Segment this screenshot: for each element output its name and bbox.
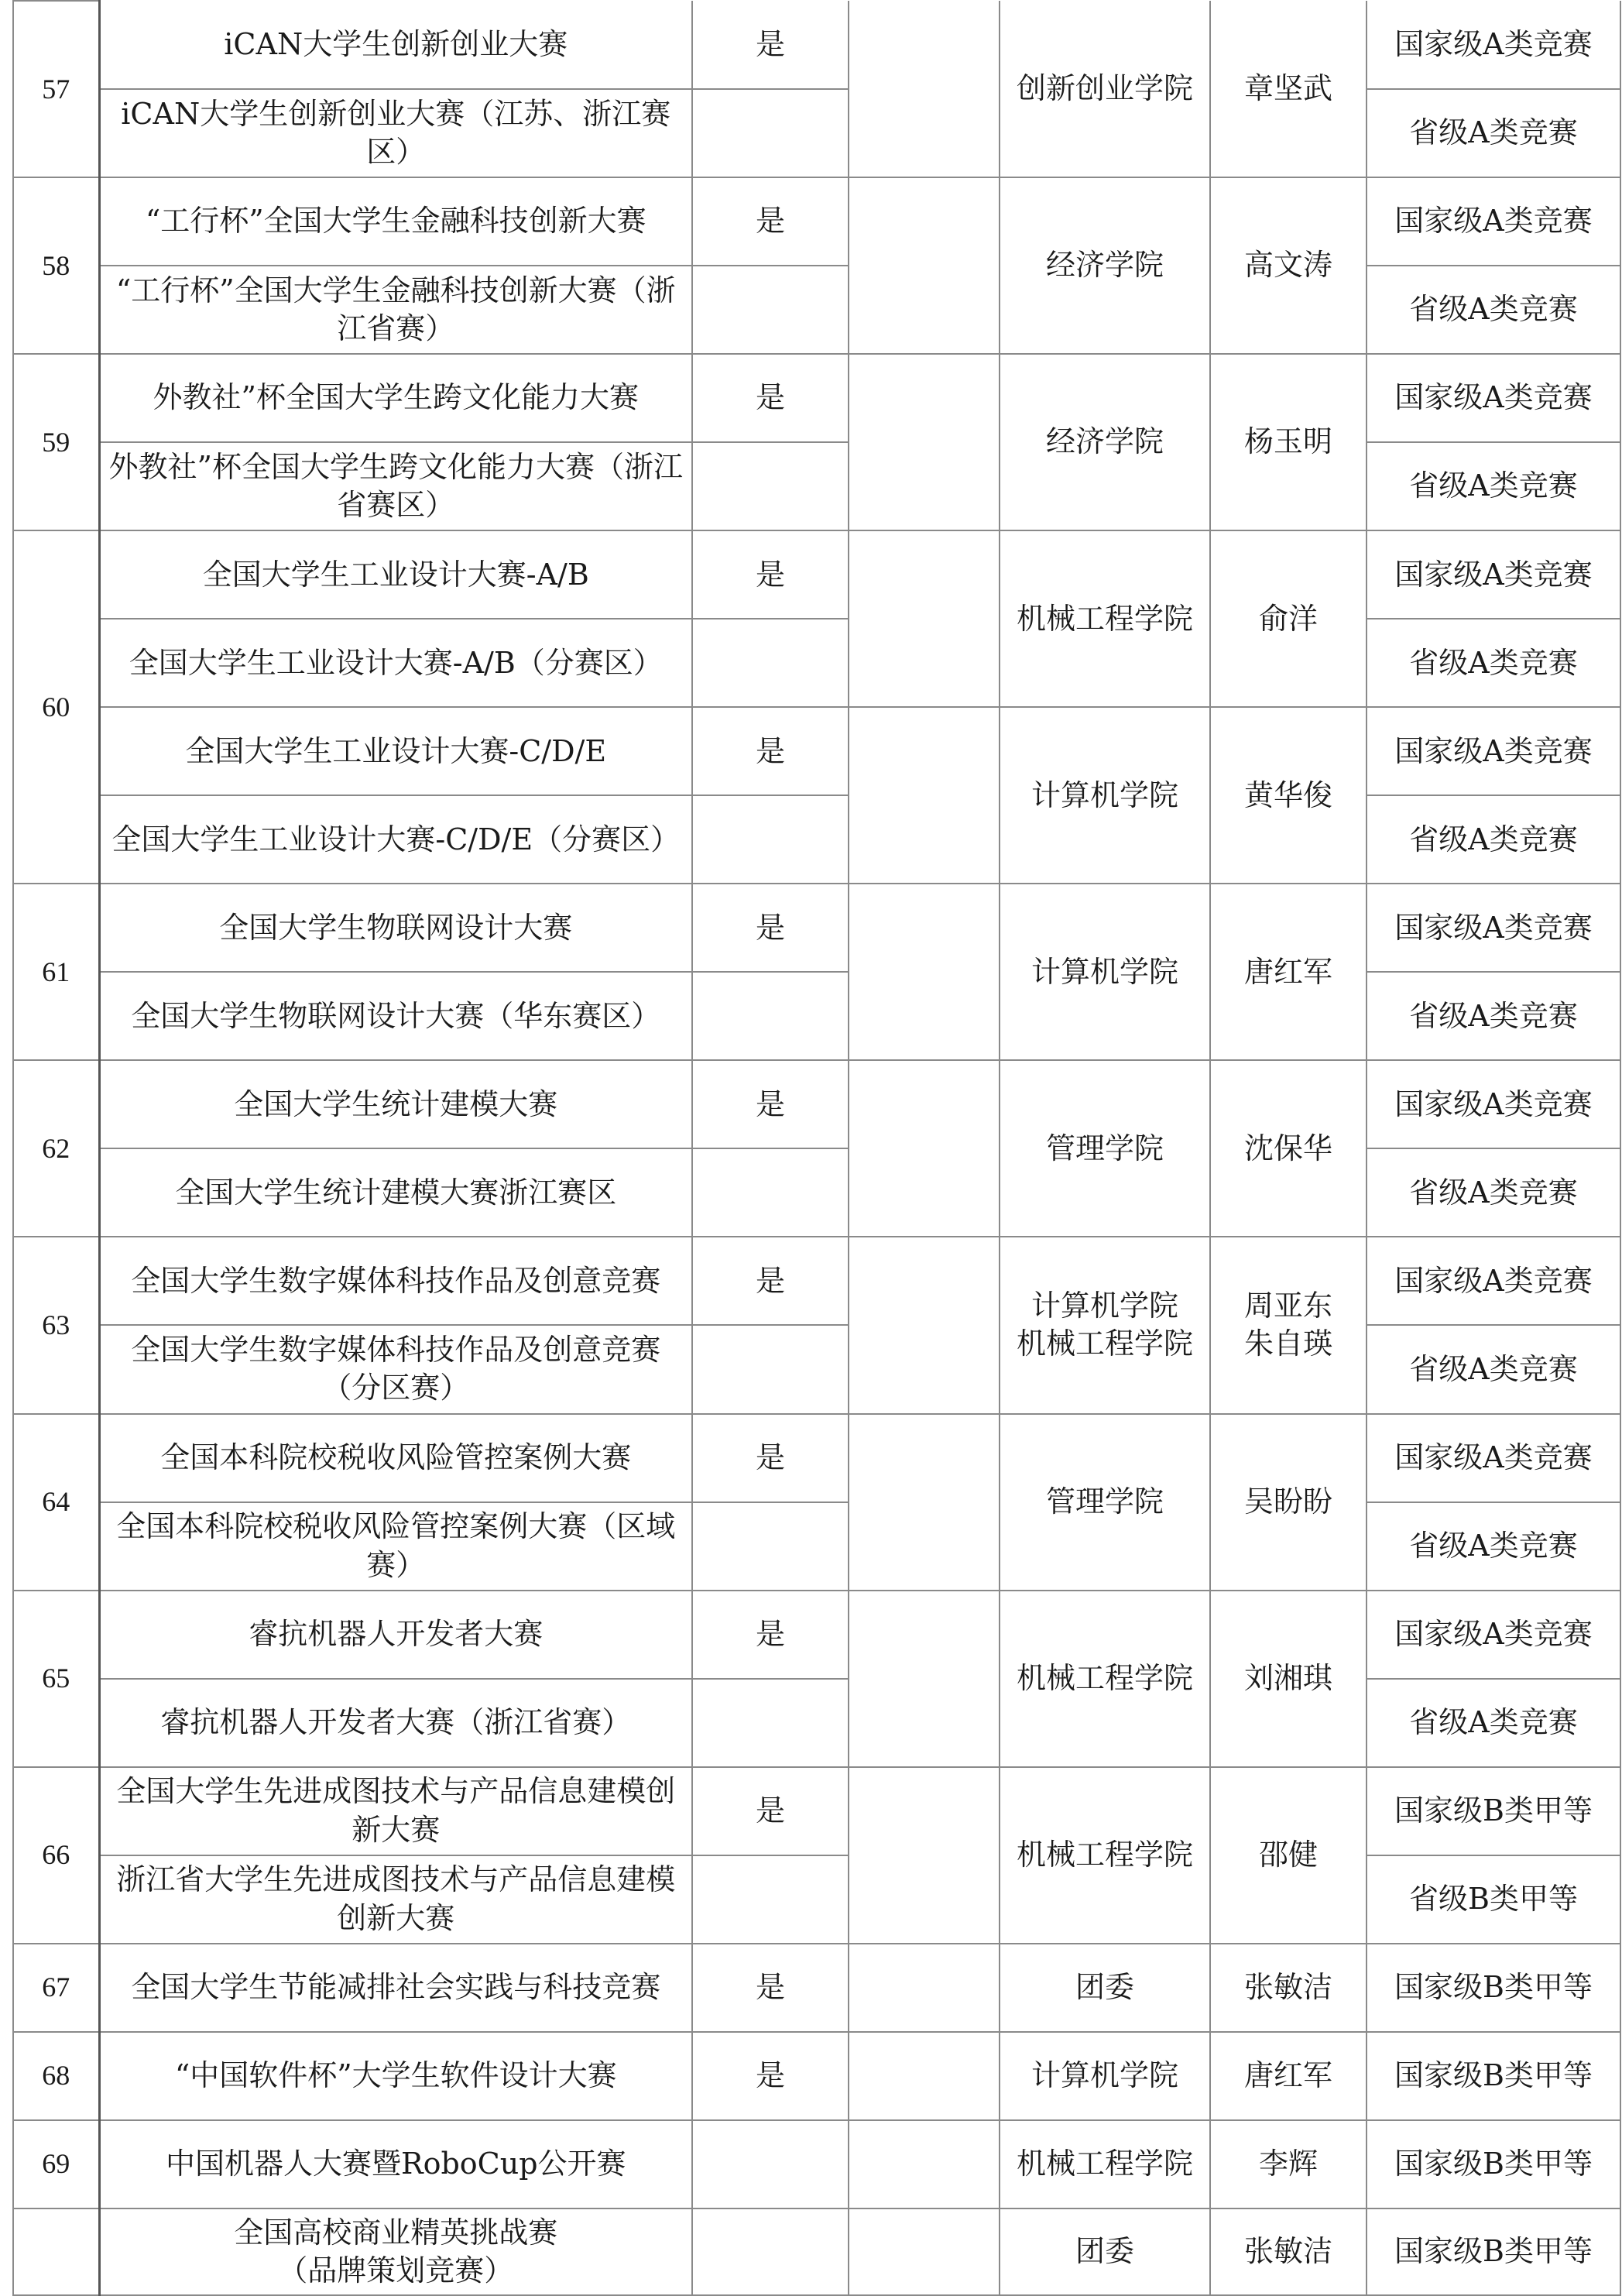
department: 经济学院 bbox=[1000, 177, 1210, 354]
spacer-cell bbox=[849, 177, 1000, 354]
flag-cell: 是 bbox=[692, 707, 849, 795]
table-row bbox=[13, 707, 1620, 795]
level-national: 国家级B类甲等 bbox=[1367, 1767, 1620, 1855]
level-national: 国家级B类甲等 bbox=[1367, 2032, 1620, 2120]
lead-person-line: 周亚东 bbox=[1243, 1289, 1332, 1323]
lead-person: 高文涛 bbox=[1210, 177, 1367, 354]
spacer-cell bbox=[849, 707, 1000, 884]
level-national: 国家级A类竞赛 bbox=[1367, 707, 1620, 795]
flag-cell bbox=[692, 89, 849, 177]
department: 经济学院 bbox=[1000, 354, 1210, 530]
flag-cell bbox=[692, 1679, 849, 1767]
competition-name: 全国大学生统计建模大赛 bbox=[99, 1060, 692, 1148]
row-number: 67 bbox=[13, 1944, 99, 2032]
table-row bbox=[13, 619, 1620, 707]
lead-person bbox=[1210, 1237, 1367, 1413]
competition-name-provincial: iCAN大学生创新创业大赛（江苏、浙江赛区） bbox=[99, 89, 692, 177]
table-row bbox=[13, 2208, 1620, 2295]
table-row bbox=[13, 354, 1620, 442]
competition-name: “工行杯”全国大学生金融科技创新大赛 bbox=[99, 177, 692, 266]
row-number: 68 bbox=[13, 2032, 99, 2120]
level-national: 国家级A类竞赛 bbox=[1367, 354, 1620, 442]
spacer-cell bbox=[849, 1591, 1000, 1767]
spacer-cell bbox=[849, 2208, 1000, 2295]
department: 机械工程学院 bbox=[1000, 2120, 1210, 2208]
level-national: 国家级A类竞赛 bbox=[1367, 530, 1620, 619]
competition-name: 全国大学生物联网设计大赛 bbox=[99, 884, 692, 972]
competition-name-provincial: 全国大学生工业设计大赛-A/B（分赛区） bbox=[99, 619, 692, 707]
spacer-cell bbox=[849, 354, 1000, 530]
flag-cell bbox=[692, 1148, 849, 1237]
spacer-cell bbox=[849, 1, 1000, 177]
row-number: 59 bbox=[13, 354, 99, 530]
level-national: 国家级A类竞赛 bbox=[1367, 1591, 1620, 1679]
flag-cell bbox=[692, 1502, 849, 1591]
level-provincial: 省级A类竞赛 bbox=[1367, 1679, 1620, 1767]
lead-person: 李辉 bbox=[1210, 2120, 1367, 2208]
row-number: 63 bbox=[13, 1237, 99, 1413]
department: 计算机学院 bbox=[1000, 2032, 1210, 2120]
lead-person: 唐红军 bbox=[1210, 2032, 1367, 2120]
level-provincial: 省级A类竞赛 bbox=[1367, 442, 1620, 530]
spacer-cell bbox=[849, 2032, 1000, 2120]
spacer-cell bbox=[849, 530, 1000, 707]
department-line: 机械工程学院 bbox=[1016, 1326, 1193, 1361]
table-row bbox=[13, 884, 1620, 972]
table-row bbox=[13, 1148, 1620, 1237]
level-national: 国家级A类竞赛 bbox=[1367, 1414, 1620, 1502]
flag-cell bbox=[692, 2208, 849, 2295]
level-provincial: 省级A类竞赛 bbox=[1367, 266, 1620, 354]
flag-cell bbox=[692, 1325, 849, 1413]
competition-name-provincial: 全国大学生工业设计大赛-C/D/E（分赛区） bbox=[99, 795, 692, 884]
row-number bbox=[13, 2208, 99, 2295]
table-row bbox=[13, 89, 1620, 177]
level-provincial: 省级A类竞赛 bbox=[1367, 1148, 1620, 1237]
flag-cell bbox=[692, 266, 849, 354]
level-provincial: 省级A类竞赛 bbox=[1367, 619, 1620, 707]
competition-name-provincial: 全国本科院校税收风险管控案例大赛（区域赛） bbox=[99, 1502, 692, 1591]
row-number: 57 bbox=[13, 1, 99, 177]
flag-cell: 是 bbox=[692, 354, 849, 442]
flag-cell bbox=[692, 2120, 849, 2208]
table-row bbox=[13, 1414, 1620, 1502]
competition-name bbox=[99, 2208, 692, 2295]
spacer-cell bbox=[849, 1060, 1000, 1237]
table-row bbox=[13, 795, 1620, 884]
competition-name: 全国大学生先进成图技术与产品信息建模创新大赛 bbox=[99, 1767, 692, 1855]
row-number: 58 bbox=[13, 177, 99, 354]
flag-cell bbox=[692, 795, 849, 884]
lead-person: 刘湘琪 bbox=[1210, 1591, 1367, 1767]
table-row bbox=[13, 1502, 1620, 1591]
table-row bbox=[13, 2032, 1620, 2120]
level-national: 国家级B类甲等 bbox=[1367, 2208, 1620, 2295]
level-provincial: 省级B类甲等 bbox=[1367, 1855, 1620, 1944]
level-national: 国家级A类竞赛 bbox=[1367, 1, 1620, 89]
competition-name: 中国机器人大赛暨RoboCup公开赛 bbox=[99, 2120, 692, 2208]
lead-person: 张敏洁 bbox=[1210, 2208, 1367, 2295]
competition-name: 全国本科院校税收风险管控案例大赛 bbox=[99, 1414, 692, 1502]
competition-name-provincial: 外教社”杯全国大学生跨文化能力大赛（浙江省赛区） bbox=[99, 442, 692, 530]
level-national: 国家级B类甲等 bbox=[1367, 2120, 1620, 2208]
department: 机械工程学院 bbox=[1000, 1767, 1210, 1944]
row-number: 69 bbox=[13, 2120, 99, 2208]
competition-table bbox=[12, 0, 1621, 2296]
department: 管理学院 bbox=[1000, 1414, 1210, 1591]
flag-cell: 是 bbox=[692, 2032, 849, 2120]
flag-cell bbox=[692, 1855, 849, 1944]
flag-cell: 是 bbox=[692, 530, 849, 619]
flag-cell: 是 bbox=[692, 1237, 849, 1325]
spacer-cell bbox=[849, 1767, 1000, 1944]
level-provincial: 省级A类竞赛 bbox=[1367, 89, 1620, 177]
flag-cell: 是 bbox=[692, 1060, 849, 1148]
level-national: 国家级A类竞赛 bbox=[1367, 1237, 1620, 1325]
department: 团委 bbox=[1000, 1944, 1210, 2032]
spacer-cell bbox=[849, 884, 1000, 1060]
level-provincial: 省级A类竞赛 bbox=[1367, 1325, 1620, 1413]
spacer-cell bbox=[849, 1944, 1000, 2032]
level-provincial: 省级A类竞赛 bbox=[1367, 972, 1620, 1060]
competition-name-provincial: 全国大学生统计建模大赛浙江赛区 bbox=[99, 1148, 692, 1237]
competition-name: “中国软件杯”大学生软件设计大赛 bbox=[99, 2032, 692, 2120]
lead-person: 吴盼盼 bbox=[1210, 1414, 1367, 1591]
competition-name-provincial: 全国大学生物联网设计大赛（华东赛区） bbox=[99, 972, 692, 1060]
competition-name: 全国大学生工业设计大赛-A/B bbox=[99, 530, 692, 619]
row-number: 62 bbox=[13, 1060, 99, 1237]
table-row bbox=[13, 1, 1620, 89]
competition-name-provincial: 睿抗机器人开发者大赛（浙江省赛） bbox=[99, 1679, 692, 1767]
department: 计算机学院 bbox=[1000, 884, 1210, 1060]
lead-person: 沈保华 bbox=[1210, 1060, 1367, 1237]
flag-cell: 是 bbox=[692, 1, 849, 89]
competition-name: 全国大学生工业设计大赛-C/D/E bbox=[99, 707, 692, 795]
lead-person: 俞洋 bbox=[1210, 530, 1367, 707]
row-number: 66 bbox=[13, 1767, 99, 1944]
department: 机械工程学院 bbox=[1000, 1591, 1210, 1767]
table-row bbox=[13, 1767, 1620, 1855]
table-row bbox=[13, 1325, 1620, 1413]
row-number: 64 bbox=[13, 1414, 99, 1591]
table-row bbox=[13, 442, 1620, 530]
spacer-cell bbox=[849, 2120, 1000, 2208]
competition-name-line: （品牌策划竞赛） bbox=[278, 2253, 514, 2287]
flag-cell bbox=[692, 972, 849, 1060]
lead-person-line: 朱自瑛 bbox=[1243, 1326, 1332, 1361]
table-row bbox=[13, 972, 1620, 1060]
flag-cell bbox=[692, 442, 849, 530]
table-row bbox=[13, 1591, 1620, 1679]
competition-name: 睿抗机器人开发者大赛 bbox=[99, 1591, 692, 1679]
spacer-cell bbox=[849, 1237, 1000, 1413]
competition-name-provincial: 全国大学生数字媒体科技作品及创意竞赛（分区赛） bbox=[99, 1325, 692, 1413]
flag-cell: 是 bbox=[692, 177, 849, 266]
row-number: 65 bbox=[13, 1591, 99, 1767]
table-row bbox=[13, 266, 1620, 354]
flag-cell bbox=[692, 619, 849, 707]
lead-person: 张敏洁 bbox=[1210, 1944, 1367, 2032]
table-row bbox=[13, 177, 1620, 266]
flag-cell: 是 bbox=[692, 884, 849, 972]
spacer-cell bbox=[849, 1414, 1000, 1591]
competition-name: 全国大学生节能减排社会实践与科技竞赛 bbox=[99, 1944, 692, 2032]
department: 创新创业学院 bbox=[1000, 1, 1210, 177]
table-row bbox=[13, 1855, 1620, 1944]
competition-name: iCAN大学生创新创业大赛 bbox=[99, 1, 692, 89]
flag-cell: 是 bbox=[692, 1414, 849, 1502]
level-provincial: 省级A类竞赛 bbox=[1367, 1502, 1620, 1591]
competition-name-provincial: “工行杯”全国大学生金融科技创新大赛（浙江省赛） bbox=[99, 266, 692, 354]
flag-cell: 是 bbox=[692, 1944, 849, 2032]
table-row bbox=[13, 1060, 1620, 1148]
department: 机械工程学院 bbox=[1000, 530, 1210, 707]
table-row bbox=[13, 530, 1620, 619]
table-row bbox=[13, 1237, 1620, 1325]
flag-cell: 是 bbox=[692, 1591, 849, 1679]
level-national: 国家级A类竞赛 bbox=[1367, 177, 1620, 266]
level-national: 国家级A类竞赛 bbox=[1367, 884, 1620, 972]
competition-name: 全国大学生数字媒体科技作品及创意竞赛 bbox=[99, 1237, 692, 1325]
competition-name-provincial: 浙江省大学生先进成图技术与产品信息建模创新大赛 bbox=[99, 1855, 692, 1944]
level-national: 国家级B类甲等 bbox=[1367, 1944, 1620, 2032]
lead-person: 章坚武 bbox=[1210, 1, 1367, 177]
department: 团委 bbox=[1000, 2208, 1210, 2295]
row-number: 61 bbox=[13, 884, 99, 1060]
table-row bbox=[13, 1679, 1620, 1767]
lead-person: 唐红军 bbox=[1210, 884, 1367, 1060]
level-national: 国家级A类竞赛 bbox=[1367, 1060, 1620, 1148]
row-number: 60 bbox=[13, 530, 99, 884]
flag-cell: 是 bbox=[692, 1767, 849, 1855]
department-line: 计算机学院 bbox=[1030, 1289, 1178, 1323]
lead-person: 杨玉明 bbox=[1210, 354, 1367, 530]
level-provincial: 省级A类竞赛 bbox=[1367, 795, 1620, 884]
department bbox=[1000, 1237, 1210, 1413]
lead-person: 黄华俊 bbox=[1210, 707, 1367, 884]
competition-name: 外教社”杯全国大学生跨文化能力大赛 bbox=[99, 354, 692, 442]
department: 管理学院 bbox=[1000, 1060, 1210, 1237]
table-row bbox=[13, 2120, 1620, 2208]
competition-name-line: 全国高校商业精英挑战赛 bbox=[234, 2215, 558, 2250]
lead-person: 邵健 bbox=[1210, 1767, 1367, 1944]
table-row bbox=[13, 1944, 1620, 2032]
department: 计算机学院 bbox=[1000, 707, 1210, 884]
